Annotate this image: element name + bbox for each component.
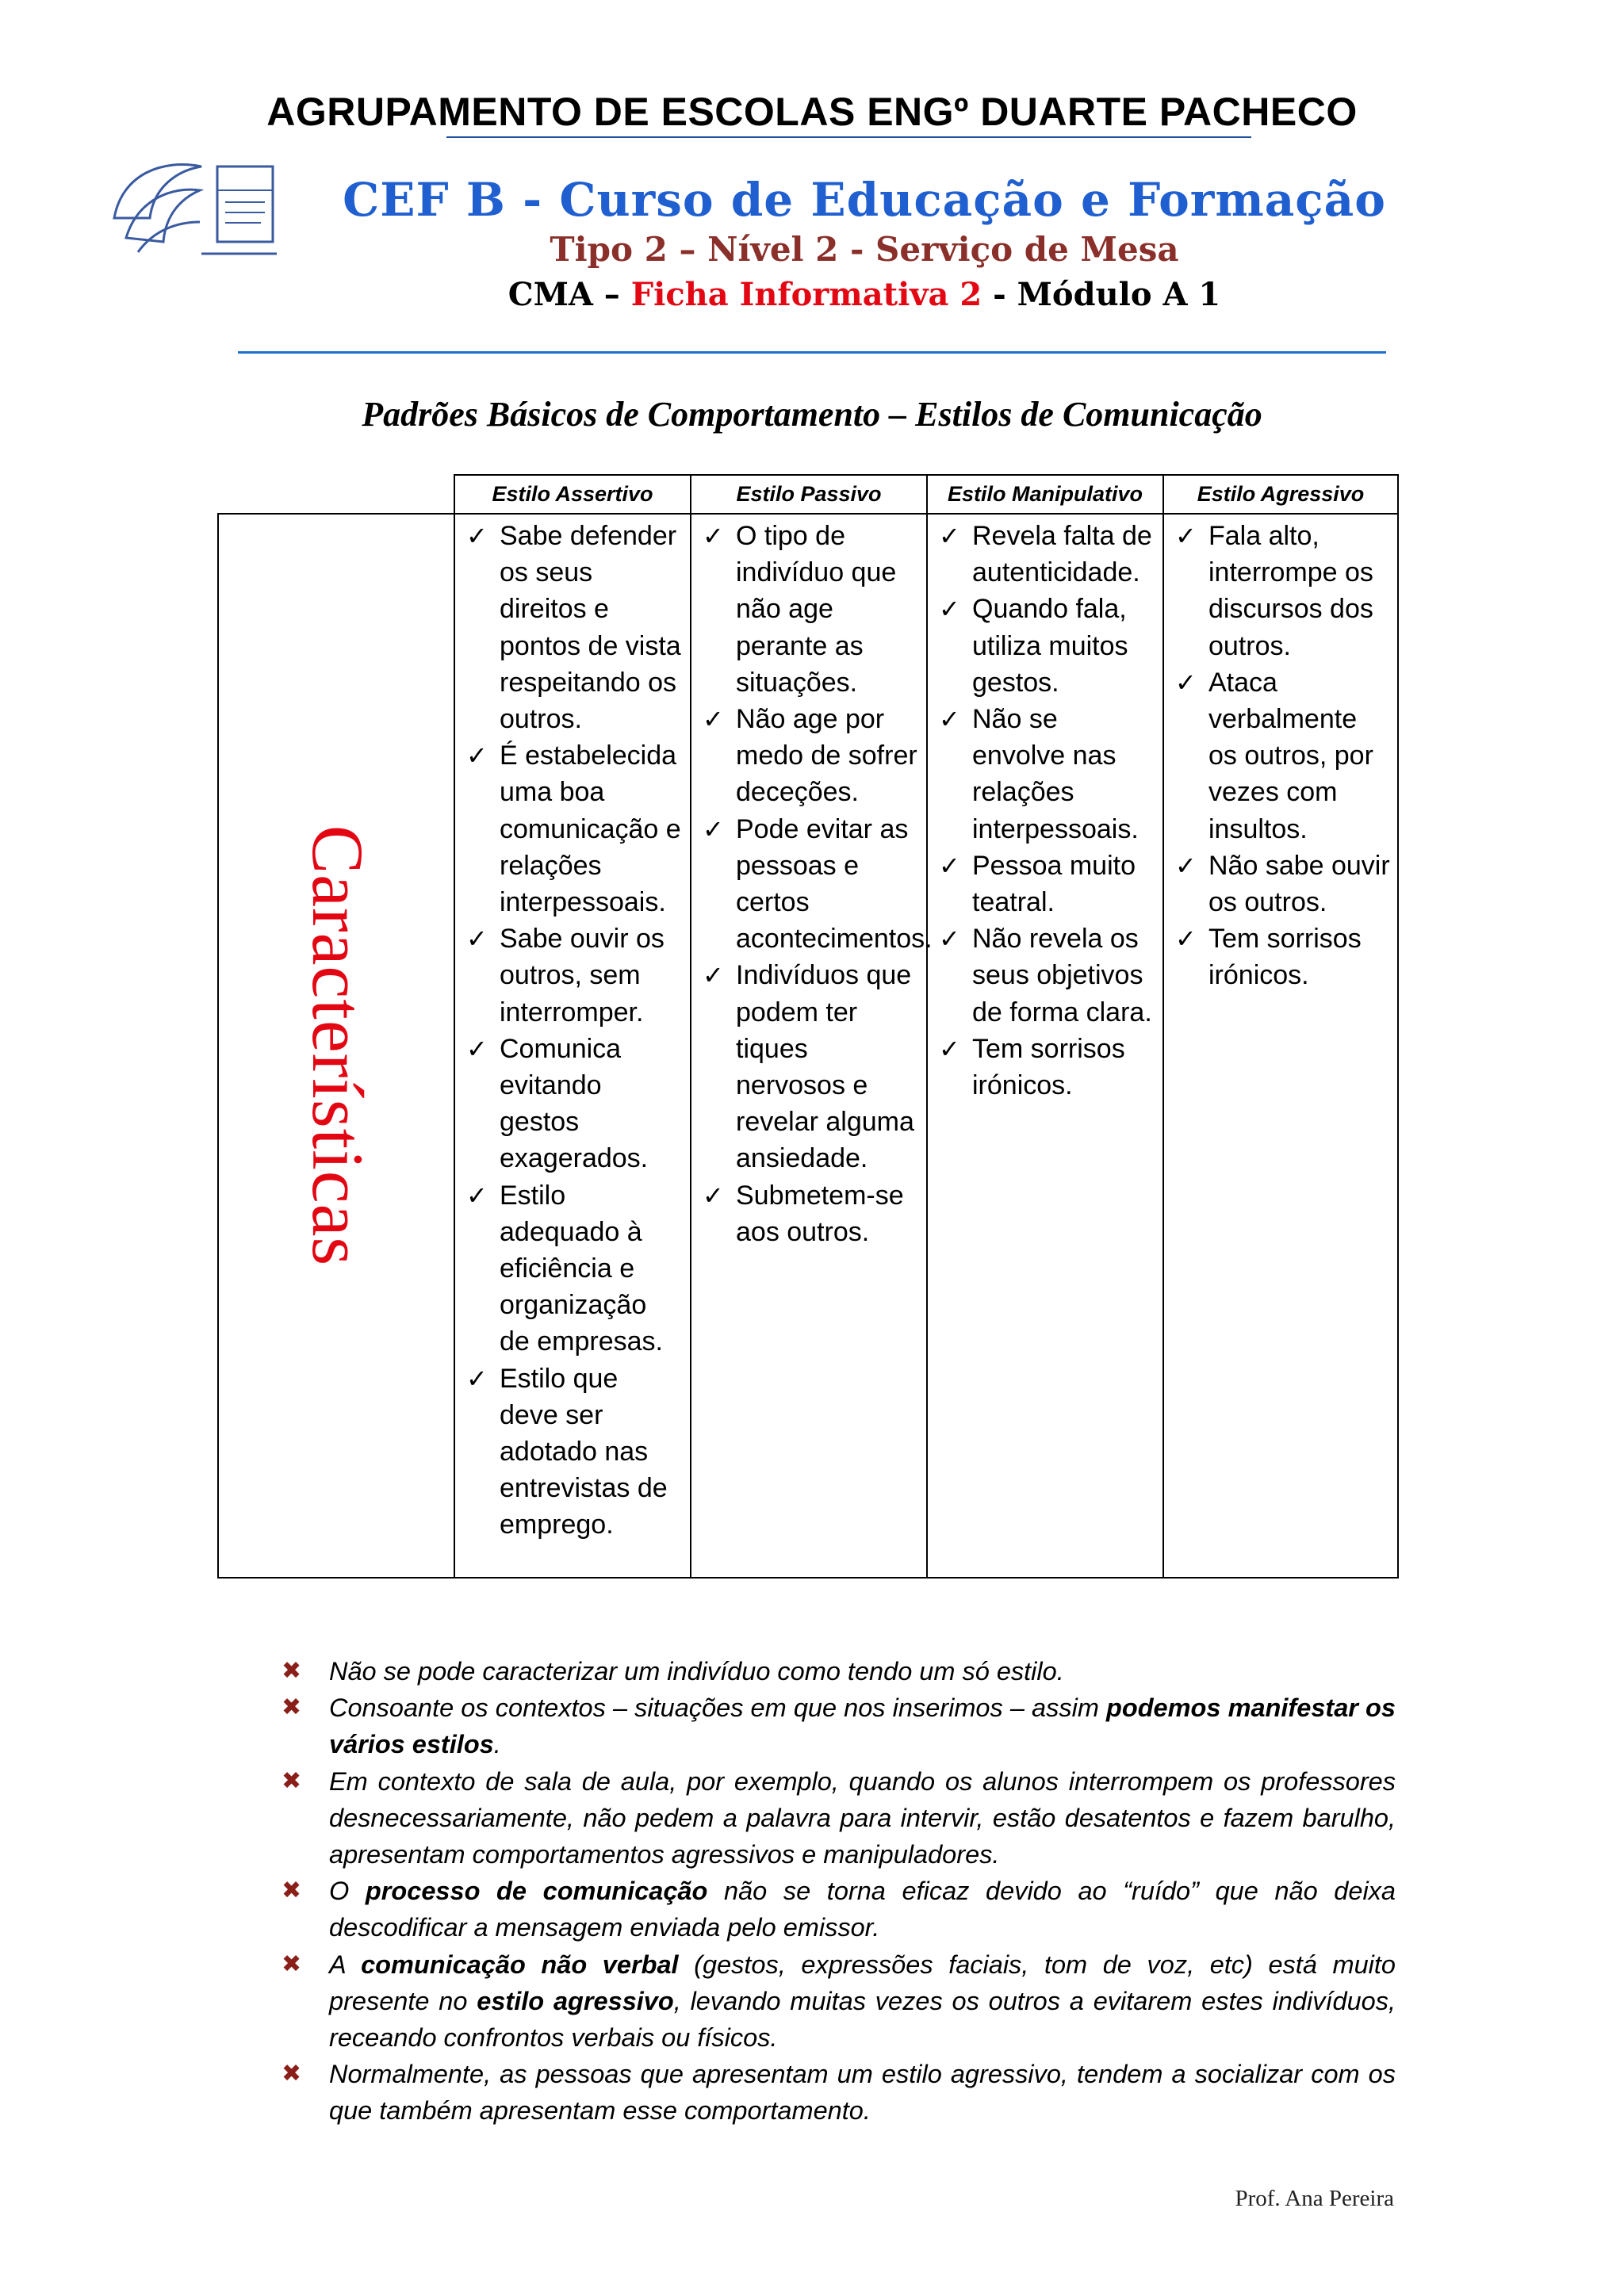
check-mark-icon: ✓	[1175, 850, 1197, 881]
table-header-row	[218, 475, 1398, 514]
check-mark-icon: ✓	[466, 521, 488, 551]
check-mark-icon: ✓	[1175, 667, 1197, 698]
check-mark-icon: ✓	[703, 960, 724, 991]
list-item	[699, 518, 920, 701]
list-item	[463, 1360, 684, 1544]
column-header: Estilo Agressivo	[1163, 475, 1398, 514]
list-item-text: Não age por medo de sofrer deceções.	[736, 704, 917, 808]
note-text: A	[329, 1950, 362, 1979]
check-mark-icon: ✓	[466, 1180, 488, 1211]
check-mark-icon: ✓	[1175, 924, 1197, 955]
list-item-text: Revela falta de autenticidade.	[972, 521, 1152, 588]
check-mark-icon: ✓	[466, 924, 488, 955]
list-item	[1172, 920, 1391, 993]
list-item	[699, 957, 920, 1177]
list-item	[936, 518, 1156, 591]
notes-list	[282, 1653, 1396, 2130]
list-item-text: É estabelecida uma boa comunicação e relações interpessoais.	[500, 740, 681, 918]
list-item-text: Sabe defender os seus direitos e pontos de vista respeitando os outros.	[500, 521, 681, 735]
list-item-text: Sabe ouvir os outros, sem interromper.	[500, 924, 665, 1027]
course-type: Tipo 2 – Nível 2 - Serviço de Mesa	[550, 230, 1179, 269]
header-rule-top	[446, 136, 1251, 138]
tick-list	[699, 518, 933, 1250]
check-mark-icon: ✓	[939, 924, 960, 955]
author-signature: Prof. Ana Pereira	[1235, 2186, 1394, 2211]
x-mark-icon: ✖	[282, 1693, 302, 1722]
note-item	[282, 2056, 1396, 2129]
sheet-suffix: - Módulo A 1	[982, 276, 1221, 313]
list-item-text: Indivíduos que podem ter tiques nervosos e revelar alguma ansiedade.	[736, 960, 914, 1174]
sheet-prefix: CMA –	[508, 276, 631, 313]
note-bold-text: estilo agressivo	[477, 1986, 674, 2015]
header-rule-bottom	[238, 351, 1386, 354]
note-text: Não se pode caracterizar um indivíduo como tendo um só estilo.	[329, 1657, 1064, 1686]
sheet-highlight: Ficha Informativa 2	[630, 276, 982, 313]
table-corner	[218, 475, 454, 514]
list-item	[699, 1177, 920, 1250]
list-item	[463, 920, 684, 1031]
row-header: Características	[297, 825, 378, 1267]
sheet-line	[333, 276, 1396, 313]
course-title: CEF B - Curso de Educação e Formação	[343, 173, 1386, 227]
x-mark-icon: ✖	[282, 1657, 302, 1685]
list-item-text: Não se envolve nas relações interpessoais.	[972, 704, 1139, 844]
note-item	[282, 1653, 1396, 1689]
note-text: , levando muitas vezes os outros a evitarem estes indivíduos, receando confrontos verbais ou físicos.	[329, 1986, 1396, 2053]
note-text: não se torna eficaz devido ao “ruído” que não deixa descodificar a mensagem enviada pelo emissor.	[329, 1877, 1396, 1942]
check-mark-icon: ✓	[939, 850, 960, 881]
row-header-cell	[218, 514, 454, 1578]
check-mark-icon: ✓	[939, 594, 960, 625]
column-header: Estilo Manipulativo	[927, 475, 1163, 514]
check-mark-icon: ✓	[939, 704, 960, 735]
styles-table	[217, 474, 1399, 1578]
list-item-text: Ataca verbalmente os outros, por vezes com insultos.	[1208, 667, 1373, 844]
list-item-text: Submetem-se aos outros.	[736, 1180, 904, 1247]
note-bold-text: comunicação não verbal	[361, 1950, 679, 1979]
list-item-text: Não revela os seus objetivos de forma clara.	[972, 924, 1152, 1027]
list-item-text: O tipo de indivíduo que não age perante as situações.	[736, 521, 897, 698]
styles-table-container	[217, 474, 1397, 1580]
list-item	[463, 1177, 684, 1360]
tick-list	[936, 518, 1156, 1104]
note-text: Consoante os contextos – situações em que nos inserimos – assim	[329, 1693, 1106, 1723]
check-mark-icon: ✓	[703, 813, 724, 844]
check-mark-icon: ✓	[703, 704, 724, 735]
list-item-text: Comunica evitando gestos exagerados.	[500, 1033, 649, 1174]
note-bold-text: podemos manifestar os vários estilos	[329, 1693, 1396, 1759]
check-mark-icon: ✓	[1175, 521, 1197, 551]
list-item	[1172, 664, 1391, 848]
note-item	[282, 1763, 1396, 1873]
check-mark-icon: ✓	[466, 1033, 488, 1064]
list-item-text: Quando fala, utiliza muitos gestos.	[972, 594, 1128, 698]
list-item-text: Estilo que deve ser adotado nas entrevistas de emprego.	[500, 1363, 668, 1540]
check-mark-icon: ✓	[703, 1180, 724, 1211]
table-cell-manipulative	[927, 514, 1163, 1578]
note-text: Normalmente, as pessoas que apresentam um estilo agressivo, tendem a socializar com os que também apresentam esse comportamento.	[329, 2060, 1396, 2126]
list-item	[936, 1031, 1156, 1104]
note-text: O	[329, 1877, 366, 1906]
list-item	[463, 737, 684, 920]
list-item	[463, 518, 684, 737]
list-item	[463, 1031, 684, 1177]
tick-list	[1172, 518, 1391, 994]
notes-section	[282, 1653, 1396, 2130]
page-subtitle: Padrões Básicos de Comportamento – Estilos de Comunicação	[362, 395, 1262, 434]
note-text: Em contexto de sala de aula, por exemplo, quando os alunos interrompem os professores desnecessariamente, não pedem a palavra para intervir, estão desatentos e fazem barulho, apresentam comportamentos agressivos e manipuladores.	[329, 1766, 1396, 1869]
table-cell-passive	[691, 514, 933, 1578]
check-mark-icon: ✓	[939, 1033, 960, 1064]
note-item	[282, 1873, 1396, 1946]
x-mark-icon: ✖	[282, 1950, 302, 1978]
list-item	[1172, 518, 1391, 664]
list-item	[1172, 848, 1391, 920]
list-item	[936, 591, 1156, 701]
list-item	[936, 920, 1156, 1031]
column-header: Estilo Passivo	[691, 475, 927, 514]
note-item	[282, 1946, 1396, 2057]
column-header: Estilo Assertivo	[454, 475, 691, 514]
list-item	[936, 848, 1156, 920]
list-item-text: Tem sorrisos irónicos.	[972, 1033, 1125, 1101]
list-item-text: Pessoa muito teatral.	[972, 850, 1136, 918]
note-item	[282, 1689, 1396, 1762]
list-item-text: Fala alto, interrompe os discursos dos outros.	[1208, 521, 1373, 661]
note-text: .	[493, 1730, 501, 1759]
school-name: AGRUPAMENTO DE ESCOLAS ENGº DUARTE PACHECO	[266, 90, 1358, 134]
list-item	[699, 701, 920, 811]
list-item-text: Tem sorrisos irónicos.	[1208, 924, 1362, 991]
check-mark-icon: ✓	[466, 1363, 488, 1394]
list-item	[699, 811, 933, 958]
school-logo-icon	[106, 143, 297, 262]
check-mark-icon: ✓	[703, 521, 724, 551]
list-item	[936, 701, 1156, 848]
list-item-text: Estilo adequado à eficiência e organização de empresas.	[500, 1180, 663, 1357]
note-bold-text: processo de comunicação	[365, 1877, 708, 1906]
table-cell-aggressive	[1163, 514, 1398, 1578]
check-mark-icon: ✓	[939, 521, 960, 551]
table-row	[218, 514, 1398, 1578]
tick-list	[463, 518, 684, 1544]
x-mark-icon: ✖	[282, 1877, 302, 1905]
list-item-text: Não sabe ouvir os outros.	[1208, 850, 1390, 918]
x-mark-icon: ✖	[282, 1766, 302, 1795]
table-cell-assertive	[454, 514, 691, 1578]
note-text: (gestos, expressões faciais, tom de voz, etc) está muito presente no	[329, 1950, 1396, 2015]
list-item-text: Pode evitar as pessoas e certos acontecimentos.	[736, 813, 933, 955]
check-mark-icon: ✓	[466, 740, 488, 771]
x-mark-icon: ✖	[282, 2060, 302, 2088]
